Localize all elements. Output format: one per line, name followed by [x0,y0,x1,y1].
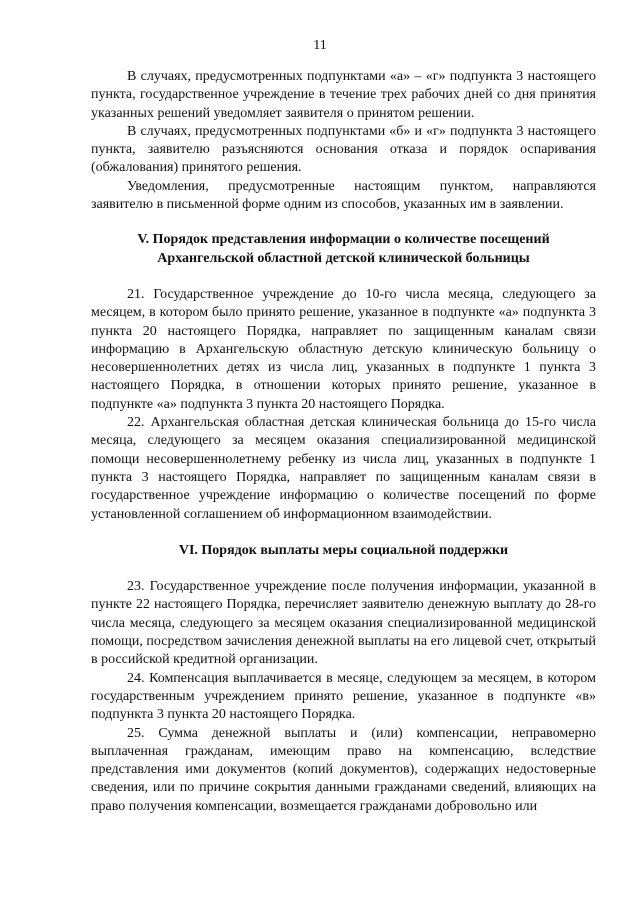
section-6-heading: VI. Порядок выплаты меры социальной поддержки [178,542,509,558]
paragraph-24: 24. Компенсация выплачивается в месяце, следующем за месяцем, в котором государственным учреждением принято решение, указанное в подпункте «в» подпункта 3 пункта 20 настоящего Порядка. [91,670,596,723]
paragraph-notification-cases-b-g: В случаях, предусмотренных подпунктами «б» и «г» подпункта 3 настоящего пункта, заявителю разъясняются основания отказа и порядок оспаривания (обжалования) принятого решения. [91,123,596,176]
section-5-heading-line-2: Архангельской областной детской клинической больницы [157,250,530,266]
paragraph-notification-cases-a-g: В случаях, предусмотренных подпунктами «а» – «г» подпункта 3 настоящего пункта, государственное учреждение в течение трех рабочих дней со дня принятия указанных решений уведомляет заявителя о принятом решении. [91,69,596,121]
paragraph-notification-form: Уведомления, предусмотренные настоящим пунктом, направляются заявителю в письменной форме одним из способов, указанных им в заявлении. [91,178,596,213]
paragraph-25: 25. Сумма денежной выплаты и (или) компенсации, неправомерно выплаченная гражданам, имеющим право на компенсацию, вследствие представления ими документов (копий документов), содержащих недостоверные сведения, или по причине сокрытия данными гражданами сведений, влияющих на право получения компенсации, возмещается гражданами добровольно или [91,725,596,814]
page-number: 11 [313,38,327,53]
page-content [91,68,596,816]
paragraph-22: 22. Архангельская областная детская клиническая больница до 15-го числа месяца, следующего за месяцем оказания специализированной медицинской помощи несовершеннолетнему ребенку из числа лиц, указанных в подпункте 1 пункта 3 настоящего Порядка, направляет по защищенным каналам связи в государственное учреждение информацию о количестве посещений по форме установленной соглашением об информационном взаимодействии. [91,415,596,522]
spacer [91,214,596,231]
spacer [91,560,596,578]
section-5-heading-line-1: V. Порядок представления информации о количестве посещений [137,232,550,248]
spacer [91,524,596,542]
paragraph-23: 23. Государственное учреждение после получения информации, указанной в пункте 22 настоящего Порядка, перечисляет заявителю денежную выплату до 28-го числа месяца, следующего за месяцем оказания специализированной медицинской помощи, посредством зачисления денежной выплаты на его лицевой счет, открытый в российской кредитной организации. [91,579,596,668]
paragraph-21: 21. Государственное учреждение до 10-го числа месяца, следующего за месяцем, в котором было принято решение, указанное в подпункте «а» подпункта 3 пункта 20 настоящего Порядка, направляет по защищенным каналам связи информацию в Архангельскую областную детскую клиническую больницу о несовершеннолетних детях из числа лиц, указанных в подпункте 1 пункта 3 настоящего Порядка, в отношении которых принято решение, указанное в подпункте «а» подпункта 3 пункта 20 настоящего Порядка. [91,286,596,412]
spacer [91,268,596,286]
